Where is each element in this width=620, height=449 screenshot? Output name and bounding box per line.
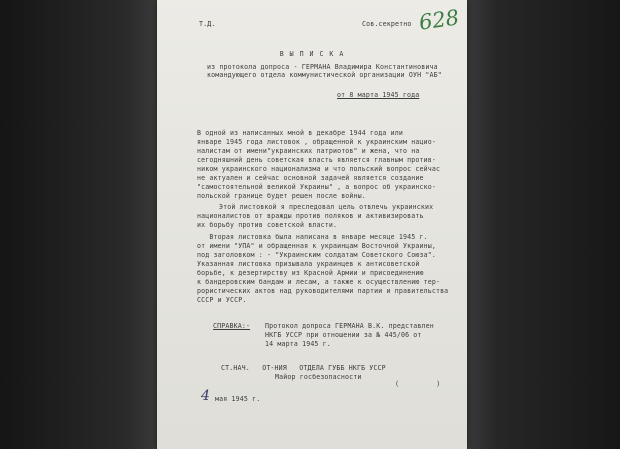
body-line: польской границе будет решен после войны. [197, 192, 366, 200]
reference-line: Протокол допроса ГЕРМАНА В.К. представлен [265, 322, 434, 330]
body-line: СССР и УССР. [197, 296, 247, 304]
folder-mark: Сов.секретно [362, 20, 412, 28]
body-line: не актуален и сейчас основной задачей является создание [197, 174, 424, 182]
body-line: сегодняшний день советская власть является главным против- [197, 156, 436, 164]
reference-line: НКГБ УССР при отношении за № 445/06 от [265, 331, 422, 339]
body-line: Этой листовкой я преследовал цель отвлечь украинских [219, 203, 434, 211]
document-title: В Ы П И С К А [279, 50, 345, 58]
reference-label: СПРАВКА:- [213, 322, 251, 330]
body-line: январе 1945 года листовок , обращенной к украинским нацио- [197, 138, 436, 146]
body-line: их борьбу против советской власти. [197, 221, 338, 229]
body-line: борьбе, к дезертирству из Красной Армии и присоединению [197, 269, 424, 277]
document-date: от 8 марта 1945 года [337, 91, 420, 99]
body-line: "самостоятельной великой Украины" , а вопрос об украинско- [197, 183, 436, 191]
folio-number: 628 [417, 5, 461, 35]
signing-date: мая 1945 г. [215, 395, 261, 403]
body-line: Указанная листовка призывала украинцев к антисоветской [197, 260, 420, 268]
body-line: от имени "УПА" и обращенная к украинцам Восточной Украины, [197, 242, 436, 250]
body-line: ником украинского национализма и что польский вопрос сейчас [197, 165, 441, 173]
body-line: В одной из написанных мной в декабре 1944 года или [197, 129, 403, 137]
signatory-rank: Майор госбезопасности [275, 373, 362, 381]
handwritten-day: 4 [201, 388, 210, 404]
background-left [0, 0, 157, 449]
subtitle-line-2: командующего отдела коммунистической организации ОУН "АБ" [207, 71, 442, 79]
body-line: рористических актов над руководителями партии и правительства [197, 287, 449, 295]
body-line: Вторая листовка была написана в январе месяце 1945 г. [197, 233, 428, 241]
background-right [467, 0, 620, 449]
signatory-position: СТ.НАЧ. ОТ-НИЯ ОТДЕЛА ГУББ НКГБ УССР [221, 364, 386, 372]
body-line: националистов от вражды против поляков и активизировать [197, 212, 424, 220]
reference-line: 14 марта 1945 г. [265, 340, 331, 348]
body-line: к бандеровским бандам и лесам, а также к осуществлению тер- [197, 278, 441, 286]
subtitle-line-1: из протокола допроса - ГЕРМАНА Владимира Константиновича [207, 63, 438, 71]
signature-placeholder: ( ) [395, 380, 441, 388]
secret-mark: Т.Д. [199, 20, 216, 28]
document-page [157, 0, 467, 449]
body-line: под заголовком : - "Украинским солдатам Советского Союза". [197, 251, 436, 259]
body-line: налистам от имени"украинских патриотов" и жена, что на [197, 147, 420, 155]
